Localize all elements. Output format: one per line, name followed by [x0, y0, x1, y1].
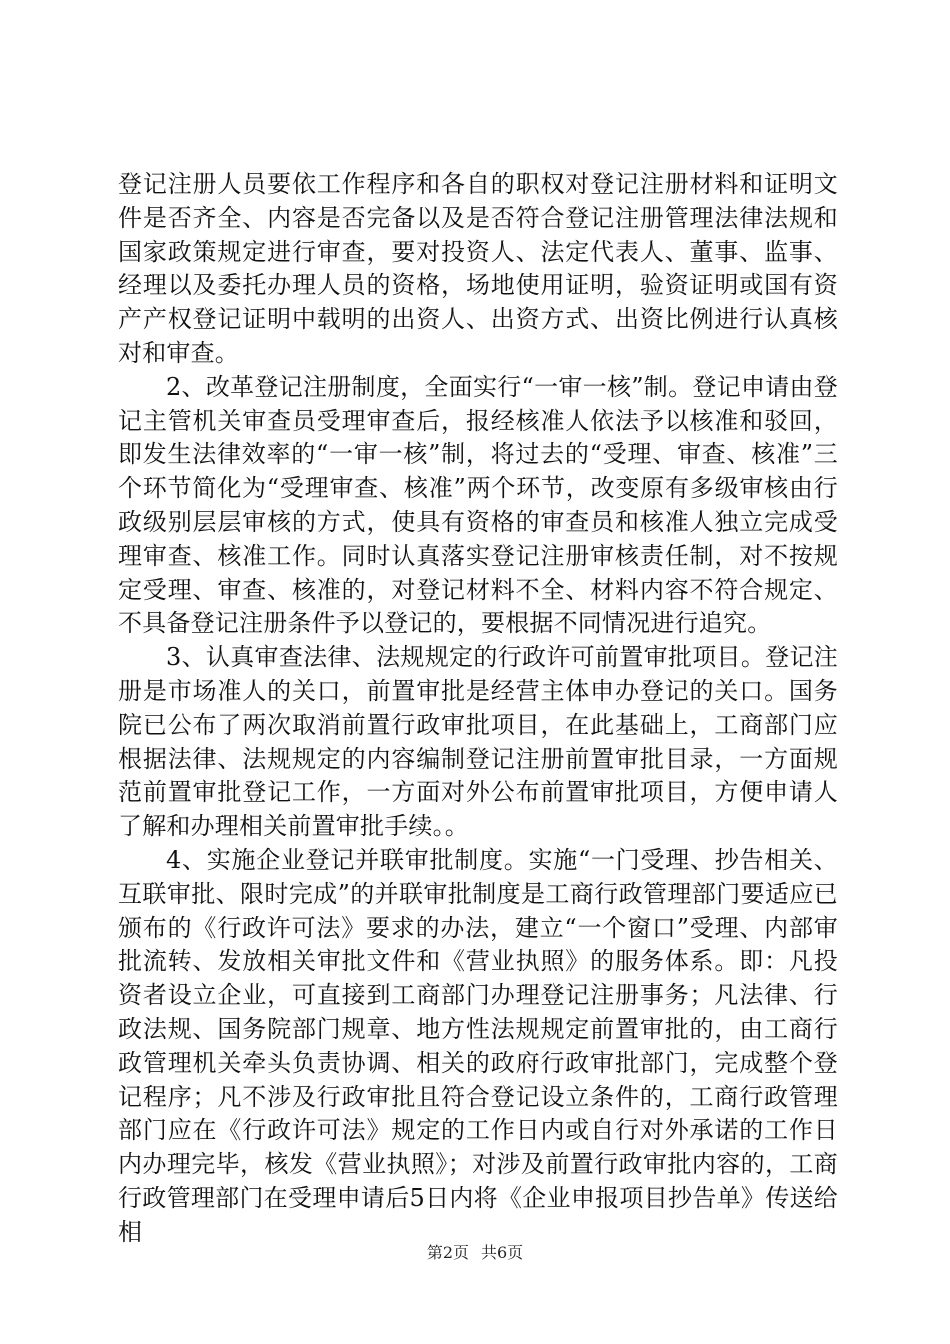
paragraph-item-4: 4、实施企业登记并联审批制度。实施“一门受理、抄告相关、互联审批、限时完成”的并联审批制度是工商行政管理部门要适应已颁布的《行政许可法》要求的办法，建立“一个窗口”受理、内部审批流转、发放相关审批文件和《营业执照》的服务体系。即：凡投资者设立企业，可直接到工商部门办理登记注册事务；凡法律、行政法规、国务院部门规章、地方性法规规定前置审批的，由工商行政管理机关牵头负责协调、相关的政府行政审批部门，完成整个登记程序；凡不涉及行政审批且符合登记设立条件的，工商行政管理部门应在《行政许可法》规定的工作日内或自行对外承诺的工作日内办理完毕，核发《营业执照》；对涉及前置行政审批内容的，工商行政管理部门在受理申请后5日内将《企业申报项目抄告单》传送给相 — [118, 845, 838, 1246]
page-number-current: 第2页 — [426, 1243, 469, 1262]
page-number-total: 共6页 — [481, 1243, 524, 1262]
paragraph-item-2: 2、改革登记注册制度，全面实行“一审一核”制。登记申请由登记主管机关审查员受理审查后，报经核准人依法予以核准和驳回，即发生法律效率的“一审一核”制，将过去的“受理、审查、核准”三个环节简化为“受理审查、核准”两个环节，改变原有多级审核由行政级别层层审核的方式，使具有资格的审查员和核准人独立完成受理审查、核准工作。同时认真落实登记注册审核责任制，对不按规定受理、审查、核准的，对登记材料不全、材料内容不符合规定、不具备登记注册条件予以登记的，要根据不同情况进行追究。 — [118, 372, 838, 638]
paragraph-item-3: 3、认真审查法律、法规规定的行政许可前置审批项目。登记注册是市场准人的关口，前置审批是经营主体申办登记的关口。国务院已公布了两次取消前置行政审批项目，在此基础上，工商部门应根据法律、法规规定的内容编制登记注册前置审批目录，一方面规范前置审批登记工作，一方面对外公布前置审批项目，方便申请人了解和办理相关前置审批手续。。 — [118, 643, 838, 841]
document-body — [118, 168, 838, 1250]
page-footer — [0, 1243, 950, 1263]
paragraph-continuation: 登记注册人员要依工作程序和各自的职权对登记注册材料和证明文件是否齐全、内容是否完备以及是否符合登记注册管理法律法规和国家政策规定进行审查，要对投资人、法定代表人、董事、监事、经理以及委托办理人员的资格，场地使用证明，验资证明或国有资产产权登记证明中载明的出资人、出资方式、出资比例进行认真核对和审查。 — [118, 170, 838, 367]
